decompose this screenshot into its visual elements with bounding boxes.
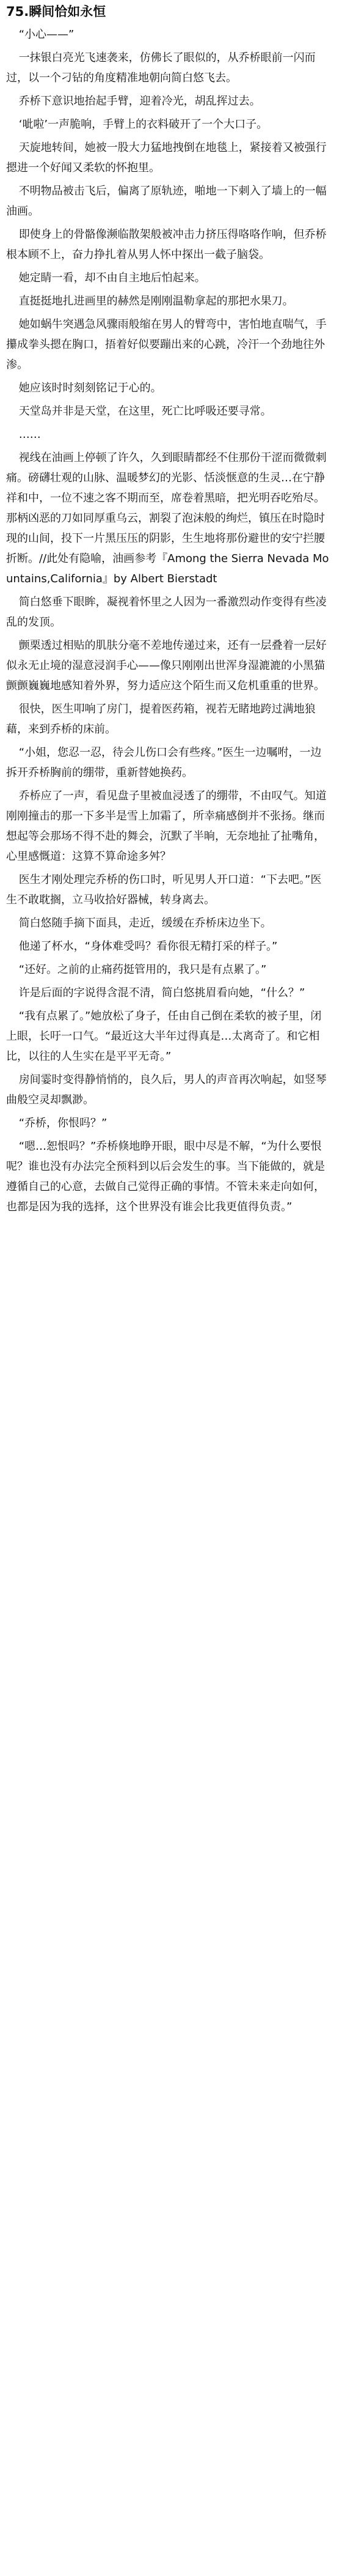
- paragraph: 颤栗透过相贴的肌肤分毫不差地传递过来，还有一层叠着一层好似永无止境的湿意浸润手心——像只刚刚出世浑身湿漉漉的小黑猫颤颤巍巍地感知着外界，努力适应这个陌生而又危机重重的世界。: [6, 639, 327, 692]
- paragraph: “还好。之前的止痛药挺管用的，我只是有点累了。”: [18, 963, 267, 976]
- paragraph: 简白悠垂下眼眸，凝视着怀里之人因为一番激烈动作变得有些凌乱的发顶。: [6, 596, 327, 629]
- paragraph: 即使身上的骨骼像濒临散架般被冲击力挤压得咯咯作响，但乔桥根本顾不上，奋力挣扎着从男人怀中探出一截子脑袋。: [6, 228, 327, 261]
- paragraph: “嗯…恕恨吗？”乔桥倏地睁开眼，眼中尽是不解，“为什么要恨呢？谁也没有办法完全预料到以后会发生的事。当下能做的，就是遵循自己的心意，去做自己觉得正确的事情。不管未来走向如何，也都是因为我的选择，这个世界没有谁会比我更值得负责。”: [6, 1140, 325, 1213]
- paragraph: 简白悠随手摘下面具，走近，缓缓在乔桥床边坐下。: [18, 917, 272, 930]
- paragraph: ‘呲啦’一声脆响，手臂上的衣料破开了一个大口子。: [18, 118, 268, 131]
- paragraph: 天旋地转间，她被一股大力猛地拽倒在地毯上，紧接着又被强行摁进一个好闻又柔软的怀抱里。: [6, 141, 327, 174]
- paragraph: 她定睛一看，却不由自主地后怕起来。: [18, 272, 206, 284]
- paragraph: ……: [18, 428, 41, 441]
- paragraph: “乔桥，你恨吗？”: [18, 1117, 107, 1130]
- paragraph: 直挺挺地扎进画里的赫然是刚刚温勒拿起的那把水果刀。: [18, 295, 294, 308]
- paragraph: 很快，医生叩响了房门，提着医药箱，视若无睹地跨过满地狼藉，来到乔桥的床前。: [6, 703, 316, 736]
- paragraph: 天堂岛并非是天堂，在这里，死亡比呼吸还要寻常。: [18, 405, 272, 418]
- chapter-title: 75.瞬间恰如永恒: [6, 4, 106, 19]
- paragraph: 不明物品被击飞后，偏离了原轨迹，啪地一下刺入了墙上的一幅油画。: [6, 185, 327, 218]
- paragraph: 许是后面的字说得含混不清，简白悠挑眉看向她，“什么？”: [18, 986, 305, 999]
- paragraph: 他递了杯水，“身体难受吗？看你很无精打采的样子。”: [18, 940, 278, 953]
- paragraph: 她如蜗牛突遇急风骤雨般缩在男人的臂弯中，害怕地直喘气，手攥成拳头摁在胸口，捂着好似要蹦出来的心跳，冷汗一个劲地往外渗。: [6, 318, 327, 371]
- paragraph: 视线在油画上停顿了许久，久到眼睛都经不住那份干涩而微微刺痛。磅礴壮观的山脉、温暖梦幻的光影、恬淡惬意的生灵…在宁静祥和中，一位不速之客不期而至，席卷着黑暗，把光明吞吃殆尽。那柄凶恶的刀如同厚重乌云，割裂了泡沫般的绚烂，镇压在时隐时现的山间，投下一片黑压压的阴影，生生地将那份避世的安宁拦腰折断。//此处有隐喻，油画参考『Among the Sierra Nevada Mountains,California』by Albert Bierstadt: [6, 451, 329, 585]
- paragraph: 乔桥下意识地抬起手臂，迎着冷光，胡乱挥过去。: [18, 95, 261, 108]
- paragraph: 她应该时时刻刻铭记于心的。: [18, 382, 162, 394]
- paragraph: “小心——”: [18, 28, 75, 41]
- paragraph: 一抹银白亮光飞速袭来，仿佛长了眼似的，从乔桥眼前一闪而过，以一个刁钻的角度精准地朝向简白悠飞去。: [6, 51, 316, 84]
- paragraph: 乔桥应了一声，看见盘子里被血浸透了的绷带，不由叹气。知道刚刚撞击的那一下多半是雪上加霜了，所幸痛感倒并不张扬。继而想起等会那场不得不赴的舞会，沉默了半晌，无奈地扯了扯嘴角，心里感慨道：这算不算命途多舛？: [6, 790, 327, 863]
- paragraph: “小姐，您忍一忍，待会儿伤口会有些疼。”医生一边嘱咐，一边拆开乔桥胸前的绷带，重新替她换药。: [6, 746, 322, 779]
- paragraph: “我有点累了。”她放松了身子，任由自己倒在柔软的被子里，闭上眼，长吁一口气。“最近这大半年过得真是…太离奇了。和它相比，以往的人生实在是平平无奇。”: [6, 1010, 322, 1063]
- chapter-body: [6, 24, 330, 1217]
- paragraph: 房间霎时变得静悄悄的，良久后，男人的声音再次响起，如竖琴曲般空灵却飘渺。: [6, 1073, 327, 1106]
- paragraph: 医生才刚处理完乔桥的伤口时，听见男人开口道：“下去吧。”医生不敢耽搁，立马收拾好器械，转身离去。: [6, 873, 322, 906]
